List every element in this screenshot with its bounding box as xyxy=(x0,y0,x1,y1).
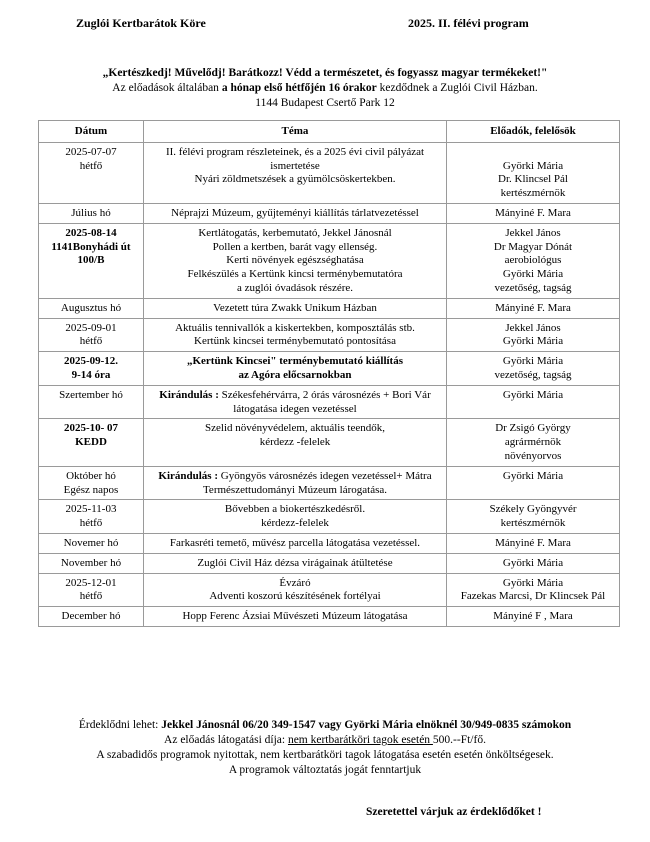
row-date xyxy=(39,607,144,627)
presenter-line: Györki Mária xyxy=(502,469,564,482)
schedule-note xyxy=(0,81,650,96)
row-date xyxy=(39,298,144,318)
presenter-line: vezetőség, tagság xyxy=(494,281,572,294)
row-presenters xyxy=(447,223,620,298)
row-topic xyxy=(144,500,447,534)
row-topic xyxy=(144,203,447,223)
header-topic: Téma xyxy=(144,121,447,143)
row-presenters xyxy=(447,500,620,534)
topic-line: a zuglói óvadások részére. xyxy=(236,281,354,294)
venue-address: 1144 Budapest Csertő Park 12 xyxy=(255,97,395,109)
program-table xyxy=(38,120,620,627)
changes-note: A programok változtatás jogát fenntartjuk xyxy=(228,764,422,776)
date-line: 2025-11-03 xyxy=(65,503,117,516)
row-topic xyxy=(144,553,447,573)
presenter-line: Györki Mária xyxy=(502,268,564,281)
date-line: hétfő xyxy=(79,590,103,603)
motto: „Kertészkedj! Művelődj! Barátkozz! Védd a természetet, és fogyassz magyar termékeket!" xyxy=(102,67,548,79)
table-row xyxy=(39,298,620,318)
row-topic xyxy=(144,533,447,553)
row-topic xyxy=(144,419,447,466)
date-line: December hó xyxy=(61,610,121,623)
topic-line: Bővebben a biokertészkedésről. xyxy=(224,503,366,516)
row-date xyxy=(39,142,144,203)
excursion-label: Kirándulás : xyxy=(158,469,218,482)
topic-line: Évzáró xyxy=(279,576,311,589)
topic-line: Felkészülés a Kertünk kincsi terménybemutatóra xyxy=(187,268,403,281)
presenter-line: Mányiné F , Mara xyxy=(493,610,573,623)
topic-line: Adventi koszorú készítésének fortélyai xyxy=(209,590,381,603)
row-presenters xyxy=(447,385,620,419)
presenter-line: Mányiné F. Mara xyxy=(495,301,571,314)
row-date xyxy=(39,419,144,466)
date-line: Október hó xyxy=(66,469,116,482)
row-presenters xyxy=(447,142,620,203)
row-date xyxy=(39,573,144,607)
closing-greeting: Szeretettel várjuk az érdeklődőket ! xyxy=(366,806,542,818)
fee-condition: nem kertbarátköri tagok esetén xyxy=(287,734,433,746)
presenter-line: Györki Mária xyxy=(502,556,564,569)
topic-line: Aktuális tennivallók a kiskertekben, komposztálás stb. xyxy=(175,321,415,334)
date-line: KEDD xyxy=(75,436,107,449)
presenter-line: Dr. Klincsel Pál xyxy=(498,173,568,186)
row-date xyxy=(39,466,144,500)
date-line: 2025-08-14 xyxy=(65,226,117,239)
date-line: 2025-09-01 xyxy=(65,321,117,334)
topic-line: Néprajzi Múzeum, gyűjteményi kiállítás tárlatvezetéssel xyxy=(171,206,419,219)
presenter-line: Mányiné F. Mara xyxy=(495,536,571,549)
presenter-line: növényorvos xyxy=(504,449,562,462)
contact-line xyxy=(0,718,650,733)
topic-line: Kertünk kincsei terménybemutató pontosítása xyxy=(194,335,396,348)
date-line: Augusztus hó xyxy=(60,301,122,314)
date-line: hétfő xyxy=(79,517,103,530)
date-line: 2025-09-12. xyxy=(63,355,119,368)
row-presenters xyxy=(447,203,620,223)
semester-title: 2025. II. félévi program xyxy=(408,16,529,30)
row-presenters xyxy=(447,352,620,386)
table-row xyxy=(39,142,620,203)
topic-line: Nyári zöldmetszések a gyümölcsöskertekben. xyxy=(194,173,396,186)
row-date xyxy=(39,533,144,553)
table-row xyxy=(39,203,620,223)
presenter-line: Székely Gyöngyvér xyxy=(489,503,577,516)
row-date xyxy=(39,203,144,223)
presenter-line: Jekkel János xyxy=(505,321,561,334)
row-date xyxy=(39,500,144,534)
row-presenters xyxy=(447,533,620,553)
contact-label: Érdeklődni lehet: xyxy=(78,719,162,731)
date-line: 1141Bonyhádi út xyxy=(51,240,131,253)
presenter-line: Mányiné F. Mara xyxy=(495,206,571,219)
table-header-row xyxy=(39,121,620,143)
table-row xyxy=(39,533,620,553)
row-topic xyxy=(144,385,447,419)
topic-line: kérdezz-felelek xyxy=(261,517,329,530)
table-row xyxy=(39,223,620,298)
topic-line: Farkasréti temető, művész parcella látogatása vezetéssel. xyxy=(169,536,421,549)
topic-line: Pollen a kertben, barát vagy ellenség. xyxy=(212,240,378,253)
intro-block xyxy=(0,66,650,111)
table-row xyxy=(39,385,620,419)
header-presenters: Előadók, felelősök xyxy=(447,121,620,143)
program-rows xyxy=(39,142,620,626)
fee-line xyxy=(0,733,650,748)
presenter-line: kertészmérnök xyxy=(500,517,566,530)
organization-name: Zuglói Kertbarátok Köre xyxy=(76,16,206,30)
topic-line: Szelid növényvédelem, aktuális teendők, xyxy=(205,422,385,435)
row-topic xyxy=(144,223,447,298)
date-line: Novemer hó xyxy=(63,536,119,549)
presenter-line: kertészmérnök xyxy=(500,187,566,200)
table-row xyxy=(39,573,620,607)
topic-line: Gyöngyös városnézés idegen vezetéssel+ Mátra Természettudományi Múzeum lárogatása. xyxy=(202,469,432,496)
presenter-line: Györki Mária xyxy=(502,388,564,401)
table-row xyxy=(39,500,620,534)
presenter-line: Györki Mária xyxy=(502,576,564,589)
row-topic xyxy=(144,142,447,203)
row-date xyxy=(39,223,144,298)
contact-details: Jekkel Jánosnál 06/20 349-1547 vagy Györki Mária elnöknél 30/949-0835 számokon xyxy=(161,719,572,731)
row-date xyxy=(39,352,144,386)
row-topic xyxy=(144,298,447,318)
presenter-line: Györki Mária xyxy=(502,355,564,368)
excursion-label: Kirándulás : xyxy=(159,388,219,401)
table-row xyxy=(39,553,620,573)
topic-line: II. félévi program részleteinek, és a 2025 évi civil pályázat ismertetése xyxy=(165,145,425,172)
presenter-line: Jekkel János xyxy=(505,226,561,239)
row-topic xyxy=(144,352,447,386)
row-date xyxy=(39,318,144,352)
topic-line: Zuglói Civil Ház dézsa virágainak átültetése xyxy=(197,556,393,569)
table-row xyxy=(39,419,620,466)
table-row xyxy=(39,607,620,627)
date-line: 9-14 óra xyxy=(71,368,111,381)
presenter-line xyxy=(450,146,616,160)
presenter-line: vezetőség, tagság xyxy=(494,368,572,381)
topic-line: Kerti növények egészséghatása xyxy=(226,254,364,267)
row-topic xyxy=(144,573,447,607)
date-line: 100/B xyxy=(77,254,105,267)
topic-line: Vezetett túra Zwakk Unikum Házban xyxy=(213,301,377,314)
presenter-line: Györki Mária xyxy=(502,335,564,348)
date-line: 2025-07-07 xyxy=(65,145,117,158)
fee-amount: 500.--Ft/fő. xyxy=(432,734,486,746)
schedule-note-a: Az előadások általában xyxy=(112,82,222,94)
row-presenters xyxy=(447,298,620,318)
header-date: Dátum xyxy=(39,121,144,143)
topic-line: az Agóra előcsarnokban xyxy=(238,368,352,381)
date-line: hétfő xyxy=(79,159,103,172)
row-presenters xyxy=(447,573,620,607)
row-date xyxy=(39,385,144,419)
topic-line: „Kertünk Kincsei" terménybemutató kiállítás xyxy=(186,355,403,368)
row-presenters xyxy=(447,466,620,500)
date-line: 2025-10- 07 xyxy=(63,422,119,435)
row-presenters xyxy=(447,419,620,466)
date-line: November hó xyxy=(60,556,122,569)
table-row xyxy=(39,352,620,386)
schedule-note-c: kezdődnek a Zuglói Civil Házban. xyxy=(376,82,538,94)
date-line: Egész napos xyxy=(63,483,119,496)
presenter-line: Györki Mária xyxy=(502,159,564,172)
date-line: hétfő xyxy=(79,335,103,348)
row-presenters xyxy=(447,318,620,352)
page-header xyxy=(0,16,650,36)
schedule-note-b: a hónap első hétfőjén 16 órakor xyxy=(221,82,377,94)
presenter-line: Dr Zsigó György xyxy=(495,422,571,435)
presenter-line: agrármérnök xyxy=(504,436,562,449)
presenter-line: aerobiológus xyxy=(504,254,562,267)
row-presenters xyxy=(447,607,620,627)
topic-line: kérdezz -felelek xyxy=(259,436,331,449)
table-row xyxy=(39,466,620,500)
row-topic xyxy=(144,466,447,500)
free-programs-note: A szabadidős programok nyitottak, nem kertbarátköri tagok látogatása esetén esetén önköltségesek. xyxy=(96,749,554,761)
row-topic xyxy=(144,607,447,627)
row-date xyxy=(39,553,144,573)
topic-line: Székesfehérvárra, 2 órás városnézés + Bori Vár látogatása idegen vezetéssel xyxy=(218,388,431,415)
row-presenters xyxy=(447,553,620,573)
date-line: Július hó xyxy=(71,206,111,219)
date-line: Szertember hó xyxy=(59,388,123,401)
topic-line: Kertlátogatás, kerbemutató, Jekkel Jánosnál xyxy=(198,226,392,239)
row-topic xyxy=(144,318,447,352)
fee-label: Az előadás látogatási díja: xyxy=(164,734,288,746)
date-line: 2025-12-01 xyxy=(65,576,117,589)
footer-block xyxy=(0,718,650,778)
table-row xyxy=(39,318,620,352)
topic-line: Hopp Ferenc Ázsiai Művészeti Múzeum látogatása xyxy=(182,610,408,623)
presenter-line: Fazekas Marcsi, Dr Klincsek Pál xyxy=(460,590,606,603)
presenter-line: Dr Magyar Dónát xyxy=(493,240,573,253)
